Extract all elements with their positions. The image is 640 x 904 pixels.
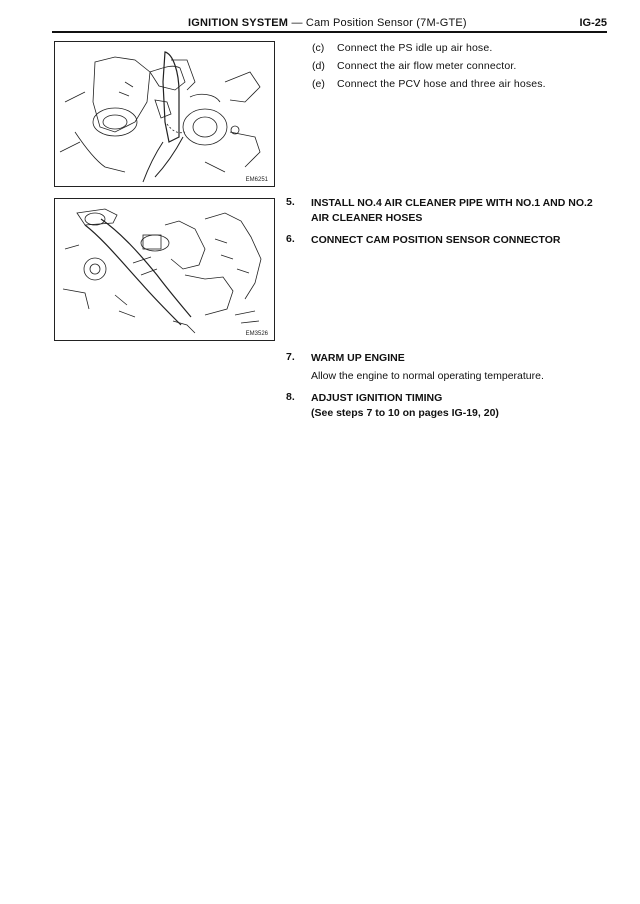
section-subtitle: Cam Position Sensor (7M-GTE) [305, 17, 467, 29]
hose-illustration-icon [55, 199, 274, 340]
header-rule [52, 31, 607, 33]
step-reference: (See steps 7 to 10 on pages IG-19, 20) [311, 407, 499, 419]
substep-marker: (d) [312, 60, 325, 72]
page-number: IG-25 [579, 17, 607, 29]
page-header [52, 14, 607, 32]
step-body: Allow the engine to normal operating temperature. [311, 370, 544, 382]
step-7 [286, 351, 611, 385]
header-title [188, 17, 467, 29]
substep-text: Connect the air flow meter connector. [337, 60, 517, 72]
section-name: IGNITION SYSTEM [188, 17, 289, 29]
figure-engine-hoses [54, 41, 275, 187]
figure-air-cleaner-hose [54, 198, 275, 341]
step-8 [286, 391, 611, 425]
substep-text: Connect the PCV hose and three air hoses. [337, 78, 546, 90]
step-title: ADJUST IGNITION TIMING [311, 392, 443, 404]
step-number: 8. [286, 391, 295, 403]
step-6 [286, 233, 611, 249]
list-item [312, 60, 612, 78]
substep-marker: (c) [312, 42, 325, 54]
step-title: WARM UP ENGINE [311, 352, 405, 364]
header-separator: — [291, 17, 303, 29]
substep-list [312, 42, 612, 96]
list-item [312, 42, 612, 60]
engine-illustration-icon [55, 42, 274, 186]
figure-code: EM3526 [245, 331, 268, 337]
step-5 [286, 196, 611, 228]
list-item [312, 78, 612, 96]
substep-text: Connect the PS idle up air hose. [337, 42, 493, 54]
step-number: 5. [286, 196, 295, 208]
step-number: 6. [286, 233, 295, 245]
substep-marker: (e) [312, 78, 325, 90]
step-title: CONNECT CAM POSITION SENSOR CONNECTOR [311, 234, 561, 246]
figure-code: EM6251 [245, 177, 268, 183]
step-number: 7. [286, 351, 295, 363]
step-title: INSTALL NO.4 AIR CLEANER PIPE WITH NO.1 AND NO.2 AIR CLEANER HOSES [311, 197, 593, 224]
